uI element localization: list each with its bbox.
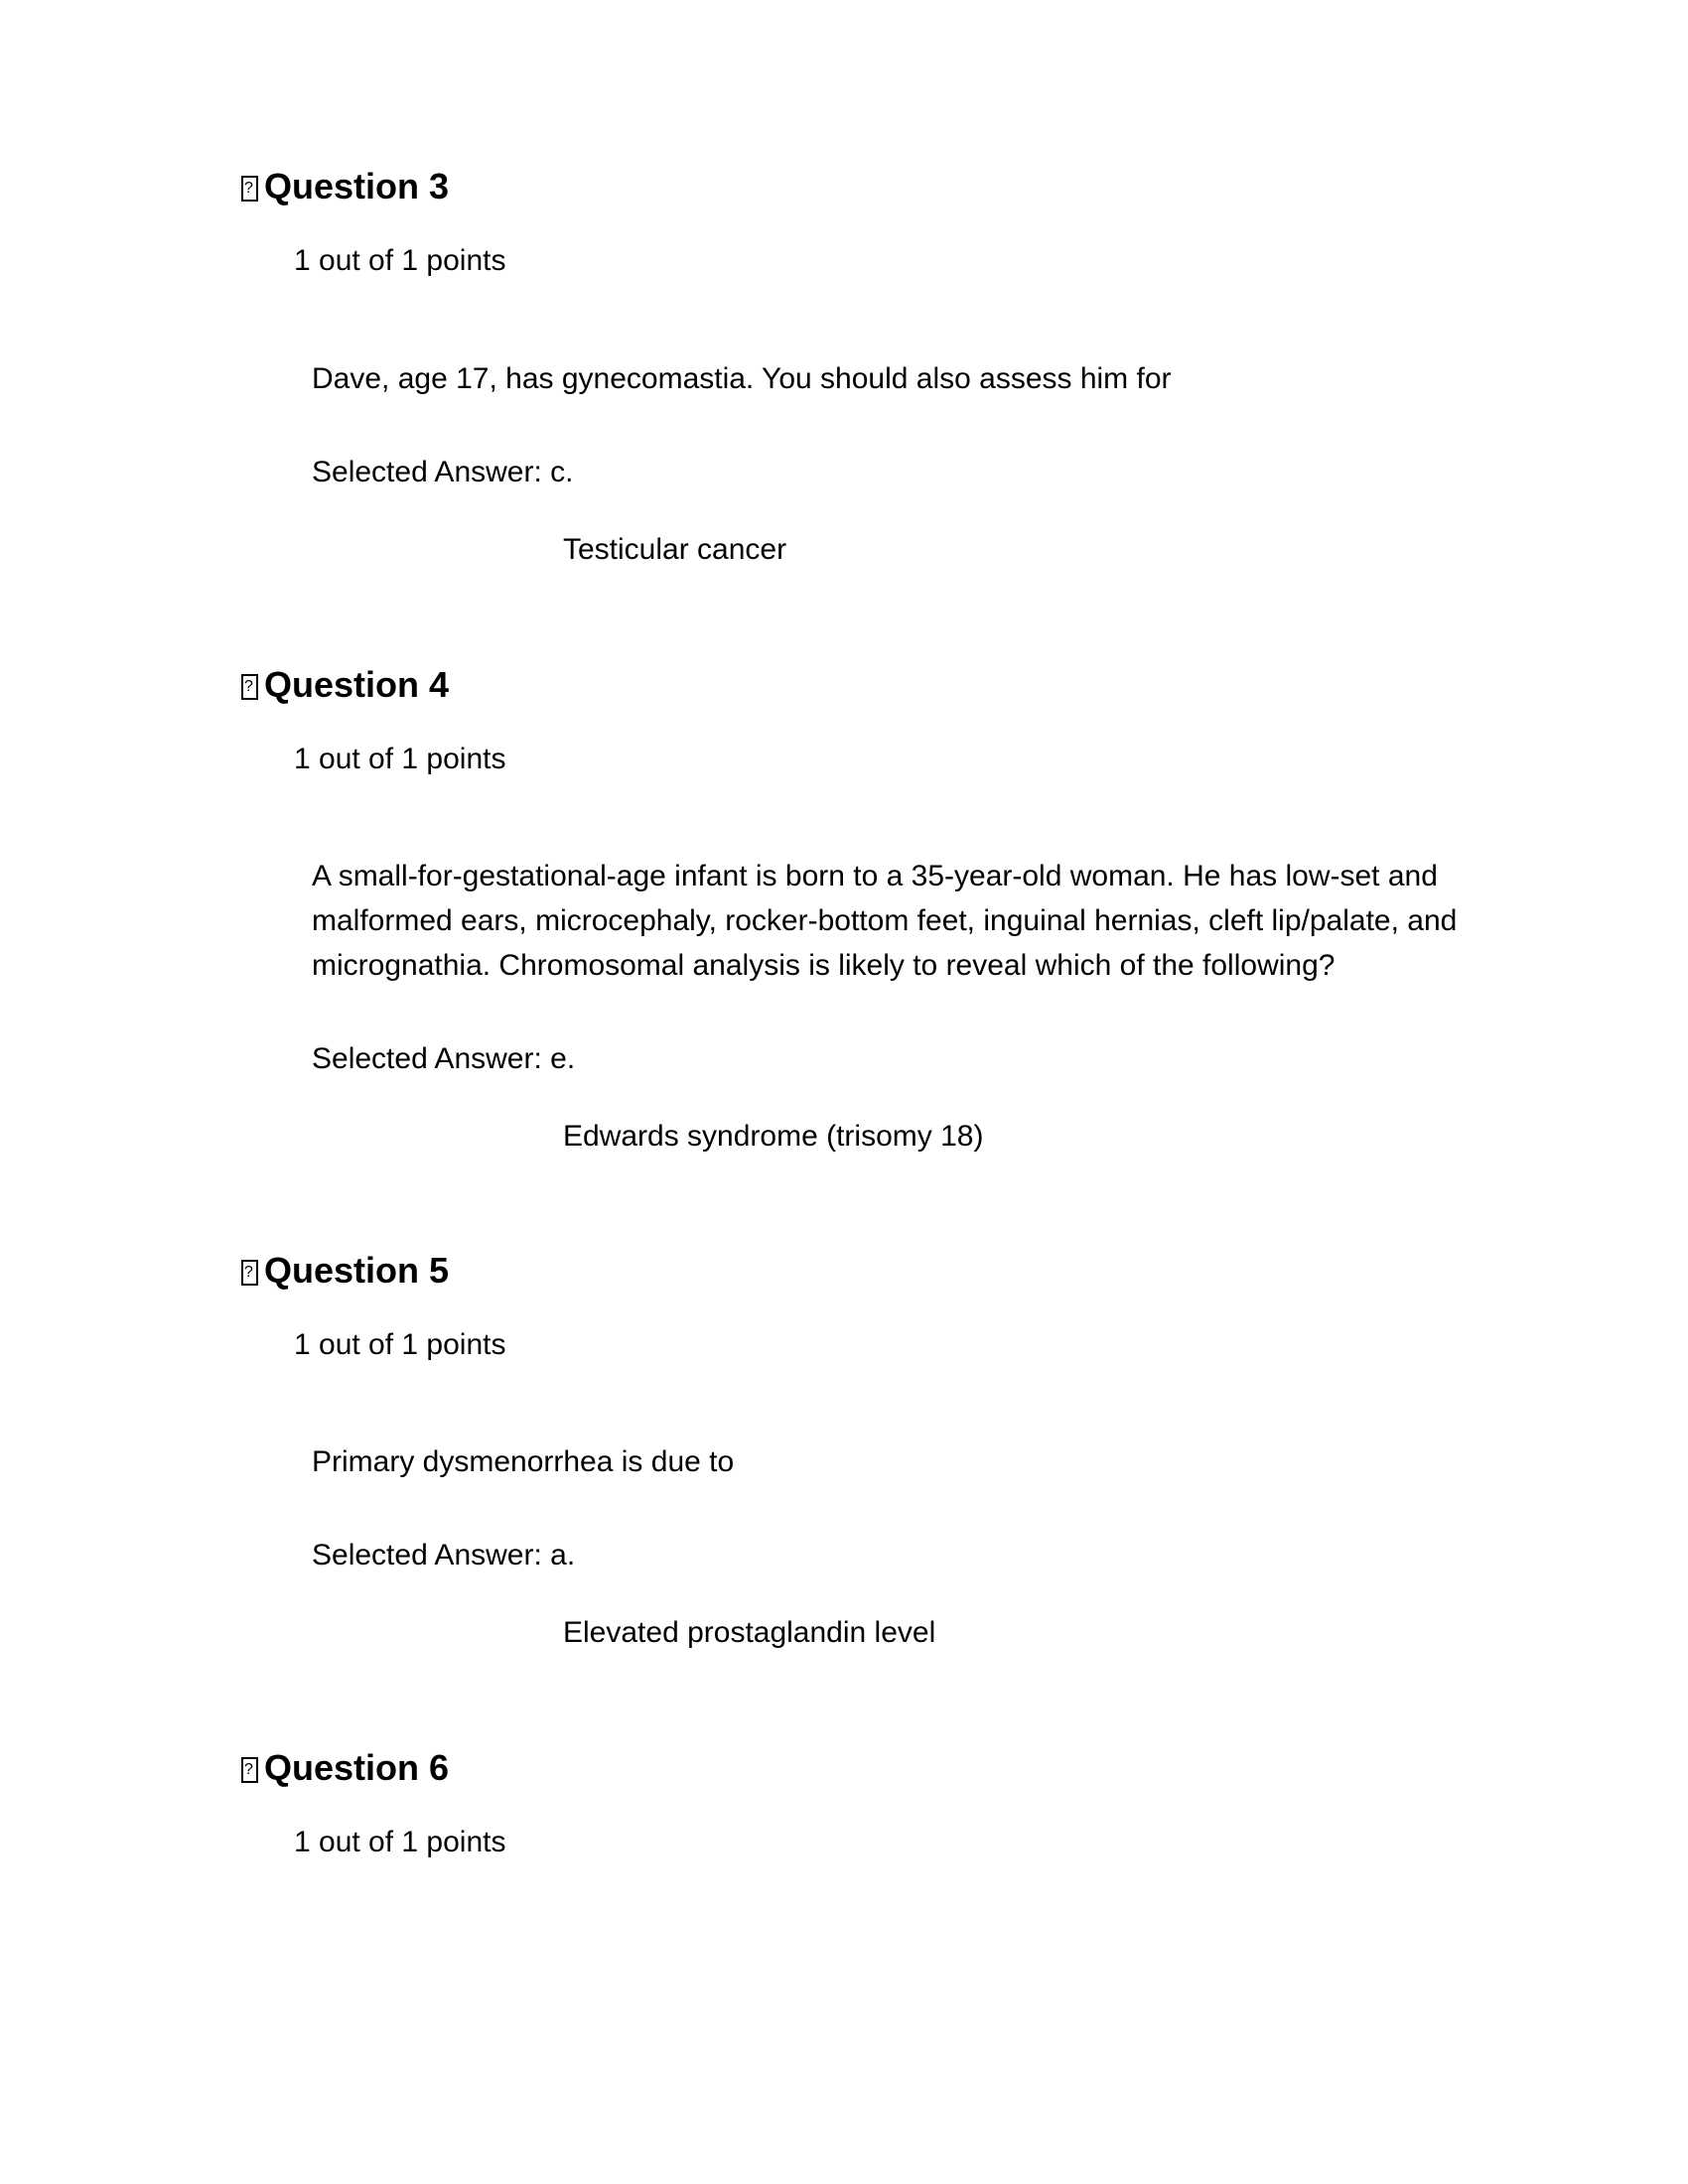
question-6-title	[241, 1746, 449, 1790]
question-icon	[241, 1757, 258, 1783]
question-4-title-text: Question 4	[264, 664, 450, 705]
question-5-selected-label: Selected Answer: a.	[312, 1539, 576, 1571]
question-5-prompt: Primary dysmenorrhea is due to	[312, 1445, 735, 1478]
question-6-title-text: Question 6	[264, 1747, 450, 1788]
question-icon	[241, 674, 258, 700]
question-5-selected-answer: Elevated prostaglandin level	[563, 1616, 936, 1649]
question-5-points: 1 out of 1 points	[294, 1328, 506, 1361]
question-4-title	[241, 663, 449, 707]
question-3-selected-label: Selected Answer: c.	[312, 456, 574, 488]
question-3-prompt: Dave, age 17, has gynecomastia. You should also assess him for	[312, 362, 1172, 395]
question-3-title	[241, 165, 449, 208]
question-4-selected-label: Selected Answer: e.	[312, 1042, 576, 1075]
question-4-prompt: A small-for-gestational-age infant is born to a 35-year-old woman. He has low-set and malformed ears, microcephaly, rocker-bottom feet, inguinal hernias, cleft lip/palate, and micrognathia. Chromosomal analysis is likely to reveal which of the following?	[312, 860, 1458, 982]
question-4-points: 1 out of 1 points	[294, 743, 506, 775]
question-5-title-text: Question 5	[264, 1250, 450, 1291]
question-icon	[241, 176, 258, 202]
question-3-points: 1 out of 1 points	[294, 244, 506, 277]
question-3-title-text: Question 3	[264, 166, 450, 206]
question-3-selected-answer: Testicular cancer	[563, 533, 787, 566]
question-5-title	[241, 1249, 449, 1293]
question-4-selected-answer: Edwards syndrome (trisomy 18)	[563, 1120, 984, 1153]
question-icon	[241, 1260, 258, 1286]
question-6-points: 1 out of 1 points	[294, 1826, 506, 1858]
